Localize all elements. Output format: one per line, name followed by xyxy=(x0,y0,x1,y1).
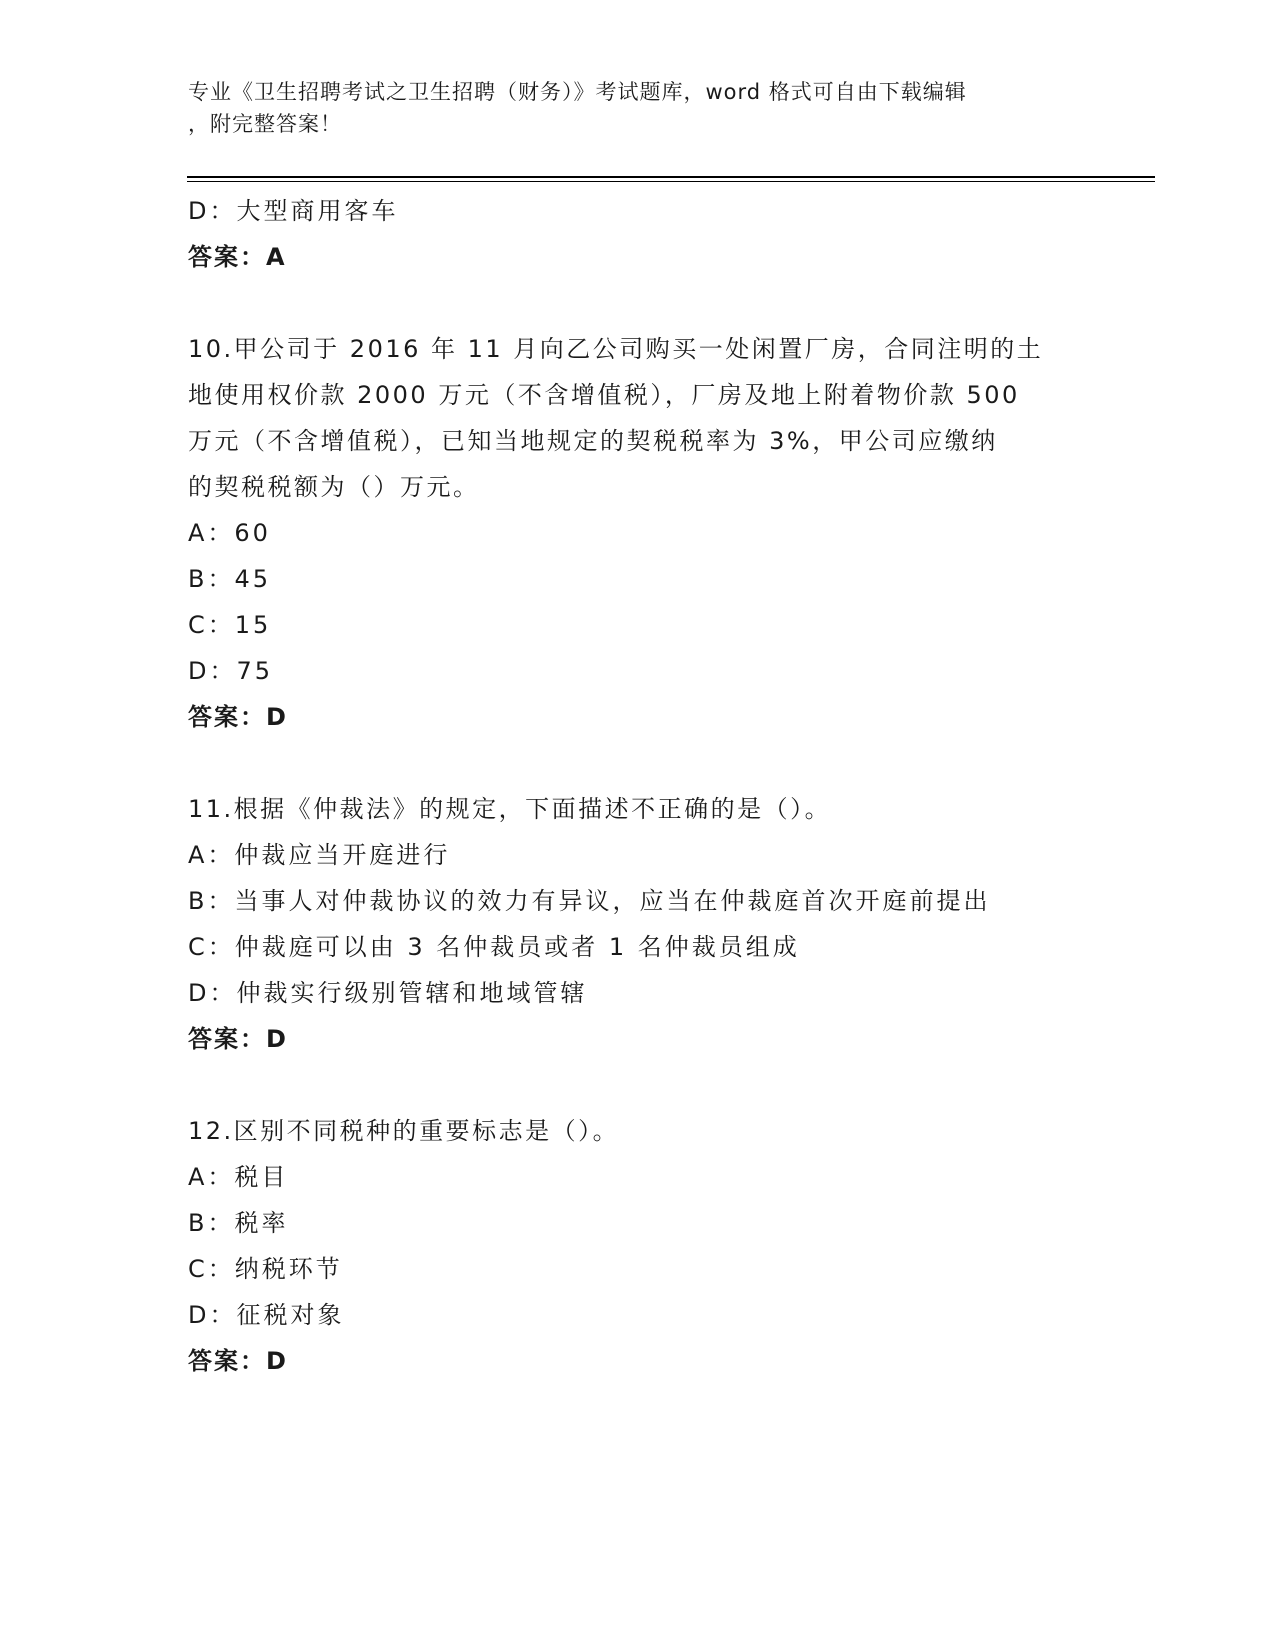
question-content xyxy=(188,188,1078,1384)
question-12 xyxy=(188,1108,1078,1384)
option-c: C：仲裁庭可以由 3 名仲裁员或者 1 名仲裁员组成 xyxy=(188,933,800,961)
stem-line: 10.甲公司于 2016 年 11 月向乙公司购买一处闲置厂房，合同注明的土 xyxy=(188,335,1044,363)
option-a: A：税目 xyxy=(188,1163,289,1191)
prev-option-d: D：大型商用客车 xyxy=(188,197,399,225)
answer: 答案：D xyxy=(188,703,288,731)
option-c: C：纳税环节 xyxy=(188,1255,343,1283)
header-line-2: ，附完整答案！ xyxy=(188,112,342,136)
answer: 答案：D xyxy=(188,1347,288,1375)
option-d: D：仲裁实行级别管辖和地域管辖 xyxy=(188,979,588,1007)
question-stem xyxy=(188,786,1078,832)
question-10 xyxy=(188,326,1078,740)
option-a: A：仲裁应当开庭进行 xyxy=(188,841,451,869)
document-header xyxy=(188,76,1068,140)
prev-answer: 答案：A xyxy=(188,243,287,271)
header-divider-thick xyxy=(187,176,1155,178)
stem-line: 11.根据《仲裁法》的规定，下面描述不正确的是（）。 xyxy=(188,795,832,823)
header-divider-thin xyxy=(187,181,1155,182)
option-a: A：60 xyxy=(188,519,271,547)
header-line-1: 专业《卫生招聘考试之卫生招聘（财务）》考试题库，word 格式可自由下载编辑 xyxy=(188,80,967,104)
option-b: B：税率 xyxy=(188,1209,289,1237)
option-c: C：15 xyxy=(188,611,272,639)
stem-line: 万元（不含增值税），已知当地规定的契税税率为 3%，甲公司应缴纳 xyxy=(188,427,998,455)
question-11 xyxy=(188,786,1078,1062)
stem-line: 12.区别不同税种的重要标志是（）。 xyxy=(188,1117,620,1145)
question-stem xyxy=(188,1108,1078,1154)
stem-line: 地使用权价款 2000 万元（不含增值税），厂房及地上附着物价款 500 xyxy=(188,381,1020,409)
option-d: D：75 xyxy=(188,657,274,685)
answer: 答案：D xyxy=(188,1025,288,1053)
stem-line: 的契税税额为（）万元。 xyxy=(188,473,480,501)
option-d: D：征税对象 xyxy=(188,1301,345,1329)
question-stem xyxy=(188,326,1078,510)
option-b: B：当事人对仲裁协议的效力有异议，应当在仲裁庭首次开庭前提出 xyxy=(188,887,991,915)
option-b: B：45 xyxy=(188,565,272,593)
